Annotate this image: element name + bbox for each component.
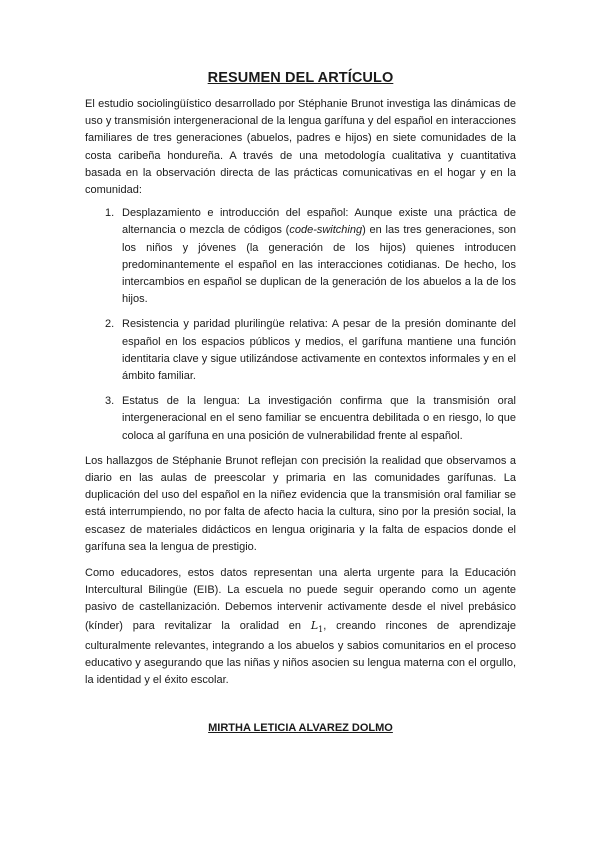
list-item-text: Desplazamiento e introducción del español: Aunque existe una práctica de alternancia o mezcla de códigos ( [122, 207, 516, 237]
author-signature: MIRTHA LETICIA ALVAREZ DOLMO [208, 721, 393, 734]
intro-paragraph: El estudio sociolingüístico desarrollado por Stéphanie Brunot investiga las dinámicas de uso y transmisión intergeneracional de la lengua garífuna y del español en interacciones familiares de tres generaciones (abuelos, padres e hijos) en siete comunidades de la costa caribeña hondureña. A través de una metodología cualitativa y cuantitativa basada en la observación directa de las prácticas comunicativas en el hogar y en la comunidad: [85, 98, 516, 197]
findings-list [85, 205, 516, 445]
list-item [85, 393, 516, 445]
paragraph-text: , creando rincones de aprendizaje culturalmente relevantes, integrando a los abuelos y sabios comunitarios en el proceso educativo y asegurando que las niñas y niños asocien su lengua materna con el orgullo, la identidad y el éxito escolar. [85, 619, 516, 687]
page-title: RESUMEN DEL ARTÍCULO [207, 70, 394, 86]
list-item-text: Resistencia y paridad plurilingüe relativa: A pesar de la presión dominante del español en los espacios públicos y medios, el garífuna mantiene una función identitaria clave y sigue utilizándose activamente en contextos informales y en el ámbito familiar. [122, 318, 516, 383]
list-item-number: 2. [105, 318, 115, 331]
list-item-text: Estatus de la lengua: La investigación confirma que la transmisión oral intergeneracional en el seno familiar se encuentra debilitada o en riesgo, lo que coloca al garífuna en una posición de vulnerabilidad frente al español. [122, 395, 516, 442]
list-item-text: ) en las tres generaciones, son los niños y jóvenes (la generación de los hijos) quienes introducen predominantemente el español en las interacciones cotidianas. De hecho, los intercambios en español se duplican de la generación de los abuelos a la de los hijos. [122, 224, 516, 306]
list-item [85, 205, 516, 308]
math-subscript: 1 [318, 624, 324, 634]
body-paragraph-education [85, 565, 516, 690]
math-variable [311, 619, 323, 632]
math-symbol: L [310, 618, 319, 632]
list-item-number: 3. [105, 395, 115, 408]
body-paragraph-findings: Los hallazgos de Stéphanie Brunot reflejan con precisión la realidad que observamos a diario en las aulas de preescolar y primaria en las comunidades garífunas. La duplicación del uso del español en la niñez evidencia que la transmisión oral familiar se está interrumpiendo, no por falta de afecto hacia la cultura, sino por la presión social, la escasez de materiales didácticos en lengua originaria y la falta de espacios donde el garífuna sea la lengua de prestigio. [85, 454, 516, 553]
document-page [85, 70, 516, 734]
list-item-number: 1. [105, 207, 115, 220]
paragraph-text: Como educadores, estos datos representan una alerta urgente para la Educación Intercultural Bilingüe (EIB). La escuela no puede seguir operando como un agente pasivo de castellanización. Debemos intervenir activamente desde el nivel prebásico (kínder) para revitalizar la oralidad en [85, 567, 516, 632]
list-item-emphasis: code-switching [289, 224, 363, 237]
list-item [85, 316, 516, 385]
